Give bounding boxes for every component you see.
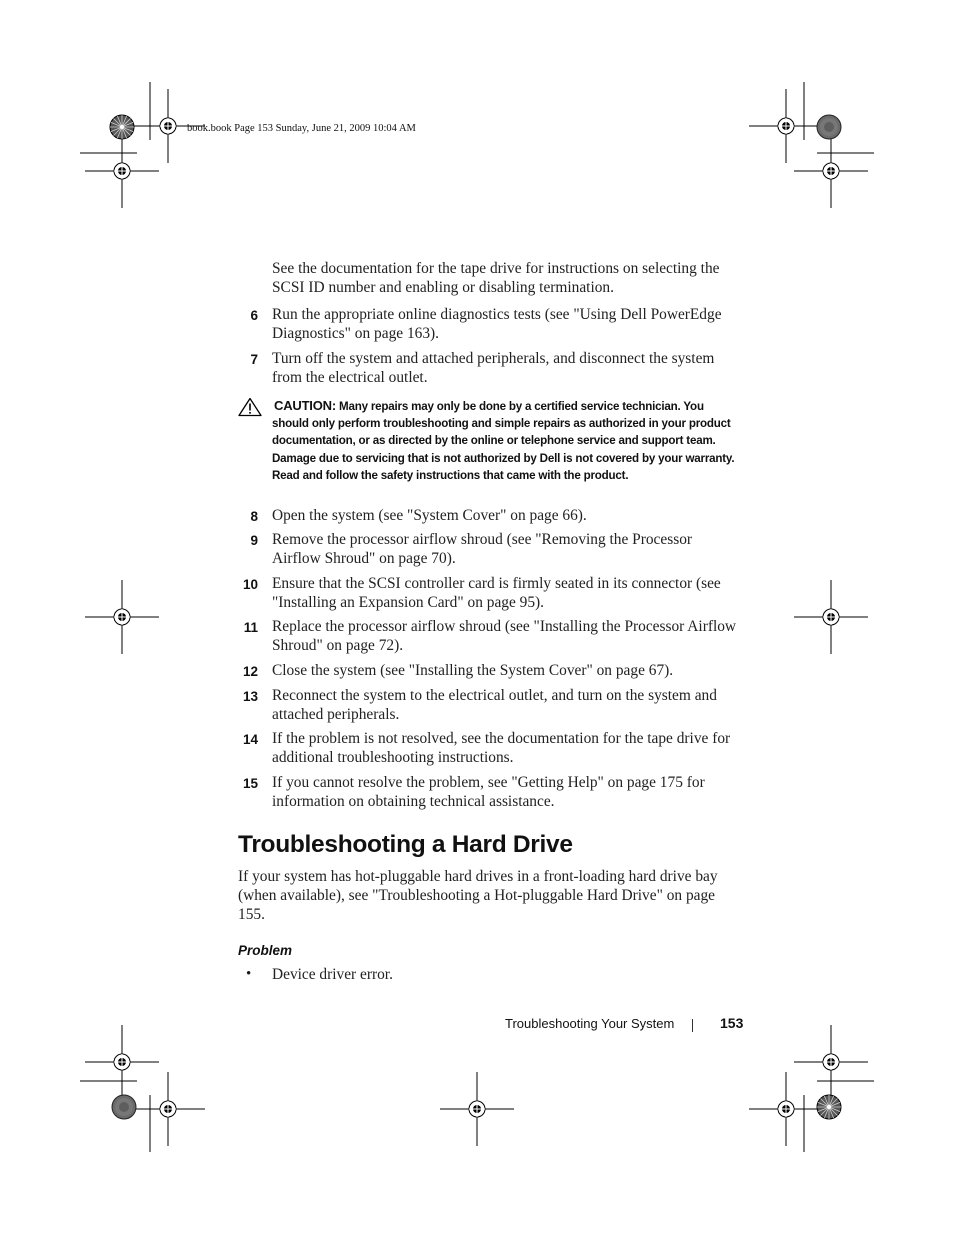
print-slug: book.book Page 153 Sunday, June 21, 2009 10:04 AM — [187, 123, 416, 134]
section-heading: Troubleshooting a Hard Drive — [238, 831, 573, 858]
section-intro: If your system has hot-pluggable hard drives in a front-loading hard drive bay (when available), see "Troubleshooting a Hot-pluggable Hard Drive" on page 155. — [238, 868, 718, 923]
bullet-text: Device driver error. — [272, 966, 393, 983]
footer-section-title: Troubleshooting Your System — [505, 1016, 675, 1031]
step-text: Reconnect the system to the electrical outlet, and turn on the system and attached peripherals. — [272, 687, 717, 723]
step-text: Run the appropriate online diagnostics tests (see "Using Dell PowerEdge Diagnostics" on page 163). — [272, 306, 722, 342]
step-number: 9 — [250, 533, 258, 548]
step-number: 12 — [242, 664, 258, 679]
caution-label: CAUTION: — [274, 398, 336, 413]
step-number: 7 — [250, 352, 258, 367]
step-number: 6 — [250, 308, 258, 323]
step-text: Turn off the system and attached peripherals, and disconnect the system from the electrical outlet. — [272, 350, 715, 386]
step-text: Close the system (see "Installing the System Cover" on page 67). — [272, 662, 674, 679]
problem-subheading: Problem — [238, 943, 293, 958]
step-number: 10 — [242, 577, 258, 592]
step-number: 13 — [242, 689, 258, 704]
step-text: If you cannot resolve the problem, see "Getting Help" on page 175 for information on obtaining technical assistance. — [272, 774, 705, 810]
step-text: Replace the processor airflow shroud (see "Installing the Processor Airflow Shroud" on page 72). — [272, 618, 737, 654]
step-number: 11 — [243, 620, 258, 635]
step-text: Open the system (see "System Cover" on page 66). — [272, 507, 587, 524]
step-text: If the problem is not resolved, see the documentation for the tape drive for additional troubleshooting instructions. — [272, 730, 731, 766]
step-text: Remove the processor airflow shroud (see "Removing the Processor Airflow Shroud" on page 70). — [272, 531, 693, 567]
step-number: 8 — [250, 509, 258, 524]
page-number: 153 — [720, 1015, 744, 1031]
intro-continuation: See the documentation for the tape drive for instructions on selecting the SCSI ID number and enabling or disabling termination. — [272, 260, 720, 296]
footer-divider — [692, 1019, 693, 1032]
caution-body: Many repairs may only be done by a certified service technician. You should only perform troubleshooting and simple repairs as authorized in your product documentation, or as directed by the online or telephone service and support team. Damage due to servicing that is not authorized by Dell is not covered by your warranty. Read and follow the safety instructions that came with the product. — [272, 400, 735, 482]
step-number: 14 — [242, 732, 258, 747]
step-text: Ensure that the SCSI controller card is firmly seated in its connector (see "Installing an Expansion Card" on page 95). — [272, 575, 721, 611]
bullet-icon: • — [246, 966, 252, 982]
step-number: 15 — [242, 776, 258, 791]
caution-text — [272, 397, 742, 484]
warning-triangle-icon — [238, 397, 262, 417]
